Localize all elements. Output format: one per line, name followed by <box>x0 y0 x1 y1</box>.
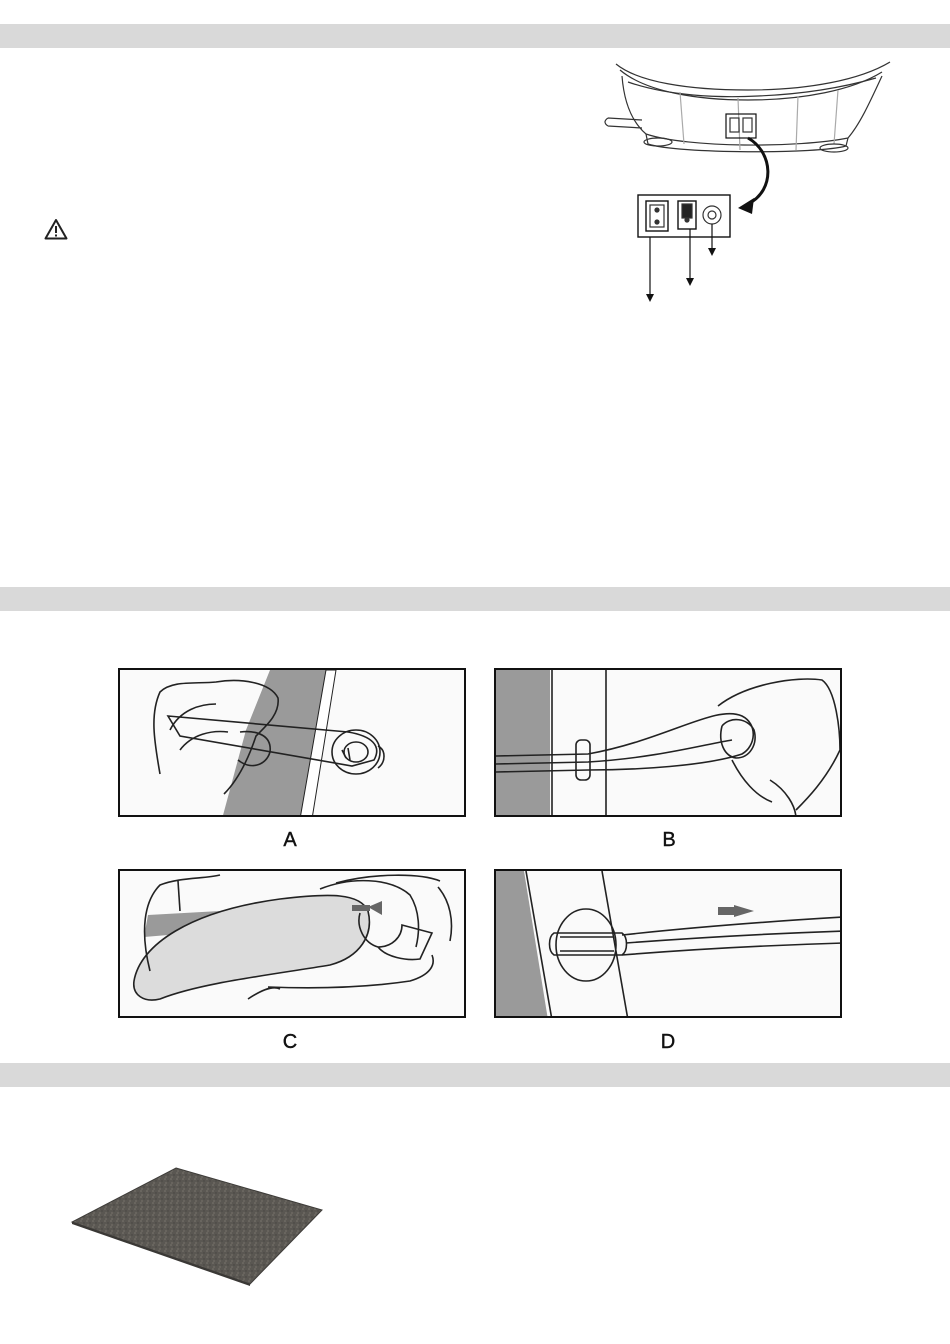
strap-step-b-illustration <box>494 668 842 817</box>
floor-mat-image <box>68 1166 324 1286</box>
strap-step-b-label: B <box>662 829 676 851</box>
connection-section-header <box>0 24 950 48</box>
warning-triangle-icon <box>44 218 68 240</box>
strap-assembly-section-header <box>0 587 950 611</box>
accessory-section-header <box>0 1063 950 1087</box>
strap-step-a-label: A <box>283 829 297 851</box>
strap-step-d-label: D <box>660 1031 676 1053</box>
strap-step-d-illustration <box>494 869 842 1018</box>
strap-step-c-illustration <box>118 869 466 1018</box>
strap-step-a-illustration <box>118 668 466 817</box>
device-base-diagram <box>598 52 908 312</box>
strap-step-c-label: C <box>282 1031 298 1053</box>
